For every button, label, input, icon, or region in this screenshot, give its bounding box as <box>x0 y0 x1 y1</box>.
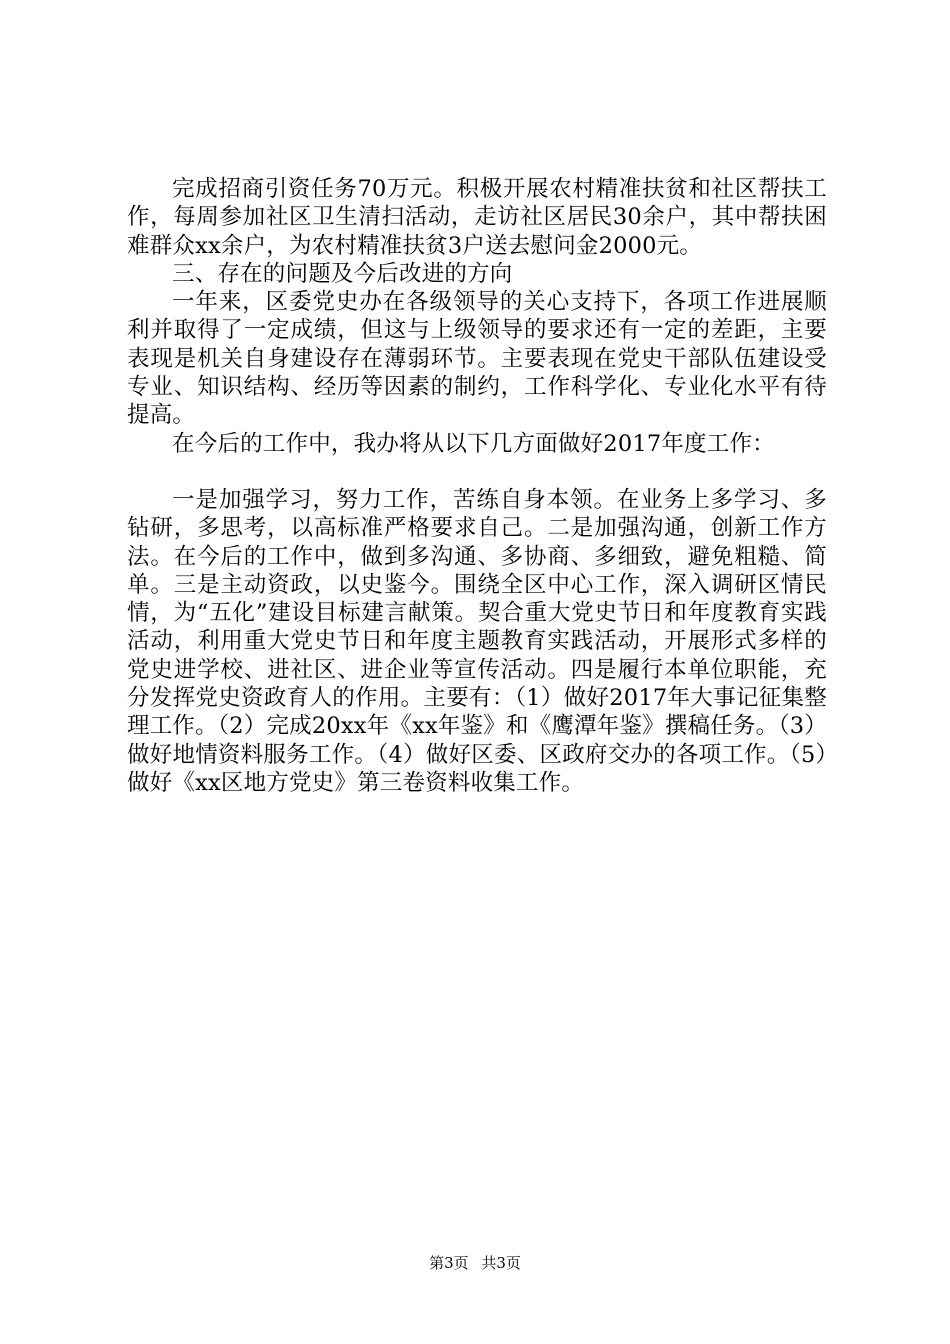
paragraph-future-intro: 在今后的工作中，我办将从以下几方面做好2017年度工作： <box>172 430 775 457</box>
page-footer <box>0 1252 950 1273</box>
paragraph-investment: 完成招商引资任务70万元。积极开展农村精准扶贫和社区帮扶工作，每周参加社区卫生清扫活动，走访社区居民30余户，其中帮扶困难群众xx余户，为农村精准扶贫3户送去慰问金2000元。 <box>127 176 827 259</box>
paragraph-gap <box>127 458 827 486</box>
paragraph-future-plan: 一是加强学习，努力工作，苦练自身本领。在业务上多学习、多钻研，多思考，以高标准严格要求自己。二是加强沟通，创新工作方法。在今后的工作中，做到多沟通、多协商、多细致，避免粗糙、简单。三是主动资政，以史鉴今。围绕全区中心工作，深入调研区情民情，为“五化”建设目标建言献策。契合重大党史节日和年度教育实践活动，利用重大党史节日和年度主题教育实践活动，开展形式多样的党史进学校、进社区、进企业等宣传活动。四是履行本单位职能，充分发挥党史资政育人的作用。主要有：（1）做好2017年大事记征集整理工作。（2）完成20xx年《xx年鉴》和《鹰潭年鉴》撰稿任务。（3）做好地情资料服务工作。（4）做好区委、区政府交办的各项工作。（5）做好《xx区地方党史》第三卷资料收集工作。 <box>127 486 828 796</box>
paragraph-problems: 一年来，区委党史办在各级领导的关心支持下，各项工作进展顺利并取得了一定成绩，但这与上级领导的要求还有一定的差距，主要表现是机关自身建设存在薄弱环节。主要表现在党史干部队伍建设受专业、知识结构、经历等因素的制约，工作科学化、专业化水平有待提高。 <box>127 289 827 429</box>
page-number: 第3页 <box>429 1254 469 1272</box>
document-body <box>127 175 827 797</box>
section-heading-problems: 三、存在的问题及今后改进的方向 <box>172 260 513 287</box>
page-total: 共3页 <box>481 1254 521 1272</box>
